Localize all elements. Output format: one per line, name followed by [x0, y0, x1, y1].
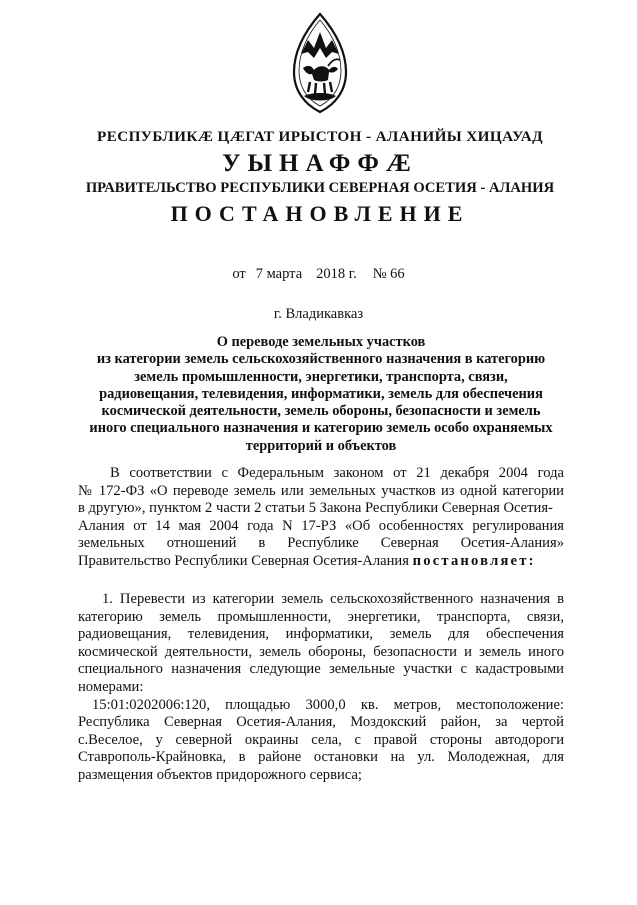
parcel-line: Республика Северная Осетия-Алания, Моздокский район, за чертой: [78, 714, 564, 731]
document-type-ossetian: УЫНАФФÆ: [222, 150, 418, 177]
government-name-ossetian: РЕСПУБЛИКÆ ЦÆГАТ ИРЫСТОН - АЛАНИЙЫ ХИЦАУАД: [97, 128, 543, 145]
preamble-subject: Правительство Республики Северная Осетия-Алания: [78, 552, 409, 569]
parcel-line: с.Веселое, у северной окраины села, с правой стороны автодороги: [78, 731, 564, 748]
item-line: космической деятельности, земель обороны, безопасности и земель иного: [78, 643, 564, 660]
parcel-line: размещения объектов придорожного сервиса;: [78, 766, 362, 783]
item-line: специального назначения следующие земельные участки с кадастровыми: [78, 661, 564, 678]
preamble-line: земельных отношений в Республике Северная Осетия-Алания»: [78, 535, 564, 552]
coat-of-arms-north-ossetia-icon: [288, 10, 352, 114]
title-line: иного специального назначения и категорию земель особо охраняемых: [89, 420, 553, 437]
preamble-line: № 172-ФЗ «О переводе земель или земельных участков из одной категории: [78, 482, 564, 499]
title-line: радиовещания, телевидения, информатики, земель для обеспечения: [99, 385, 543, 402]
preamble-paragraph: [78, 465, 564, 571]
item-1-paragraph: [78, 591, 564, 785]
date-day-month: 7 марта: [255, 266, 303, 282]
title-line: земель промышленности, энергетики, транспорта, связи,: [134, 368, 508, 385]
document-number: № 66: [372, 266, 405, 282]
item-line: 1. Перевести из категории земель сельскохозяйственного назначения в: [102, 591, 564, 607]
date-year: 2018 г.: [316, 266, 357, 282]
government-name-russian: ПРАВИТЕЛЬСТВО РЕСПУБЛИКИ СЕВЕРНАЯ ОСЕТИЯ - АЛАНИЯ: [85, 180, 555, 196]
title-line: О переводе земельных участков: [216, 334, 426, 350]
preamble-line: В соответствии с Федеральным законом от 21 декабря 2004 года: [110, 465, 564, 481]
title-line: территорий и объектов: [245, 437, 397, 454]
document-title: [72, 334, 570, 455]
title-line: из категории земель сельскохозяйственного назначения в категорию: [96, 351, 546, 368]
preamble-line: в другую», пунктом 2 части 2 статьи 5 Закона Республики Северная Осетия-: [78, 500, 553, 517]
city: г. Владикавказ: [273, 306, 364, 322]
parcel-line: 15:01:0202006:120, площадью 3000,0 кв. метров, местоположение:: [92, 696, 564, 713]
item-line: радиовещания, телевидения, информатики, земель для обеспечения: [78, 626, 564, 643]
title-line: космической деятельности, земель обороны, безопасности и земель: [101, 403, 541, 420]
date-prefix: от: [232, 266, 246, 282]
parcel-line: Ставрополь-Крайновка, в районе остановки на ул. Молодежная, для: [78, 749, 564, 766]
item-line: категорию земель промышленности, энергетики, транспорта, связи,: [78, 608, 564, 625]
document-type-russian: ПОСТАНОВЛЕНИЕ: [170, 201, 470, 226]
resolves-keyword: постановляет:: [412, 552, 536, 569]
preamble-line: Алания от 14 мая 2004 года N 17-РЗ «Об особенностях регулирования: [78, 517, 564, 534]
preamble-last-line: [78, 553, 564, 571]
date-line: [0, 266, 637, 283]
item-line: номерами:: [78, 678, 144, 695]
